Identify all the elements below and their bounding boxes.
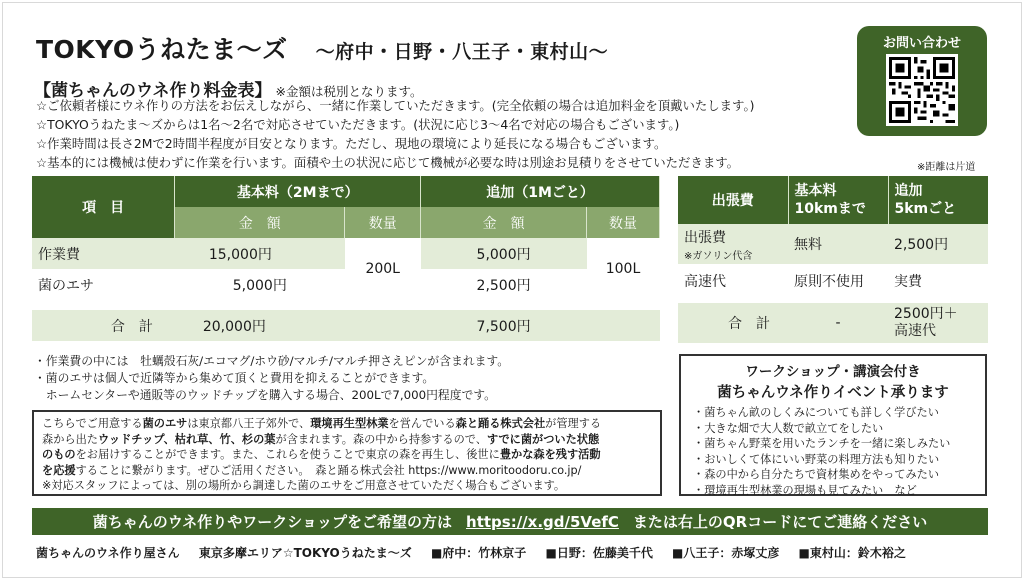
note-line: ☆基本的には機械は使わずに作業を行います。面積や土の状況に応じて機械が必要な時は別途お見積りをさせていただきます。 bbox=[36, 155, 739, 170]
footer-contact: ■府中：竹林京子 bbox=[430, 546, 527, 560]
page-title bbox=[36, 30, 608, 66]
info-text: が含まれます。森の中から持参するので、 bbox=[275, 432, 487, 446]
info-bold: 菌のエサ bbox=[142, 417, 188, 430]
item-header: 項 目 bbox=[32, 176, 175, 238]
list-item: ・環境再生型林業の現場も見てみたい など bbox=[693, 483, 917, 497]
row-basic-amount: 15,000円 bbox=[208, 246, 272, 263]
tax-note: ※金額は税別となります。 bbox=[275, 84, 423, 99]
total-extra: 7,500円 bbox=[476, 318, 531, 335]
info-text: することに繋がります。ぜひご活用ください。 森と踊る株式会社 https://www.moritoodoru.co.jp/ bbox=[75, 463, 582, 477]
list-item: ・大きな畑で大人数で畝立てをしたい bbox=[693, 421, 884, 435]
list-item: ・菌ちゃん野菜を用いたランチを一緒に楽しみたい bbox=[693, 437, 951, 450]
extra-amount-header: 金 額 bbox=[421, 207, 587, 238]
total-row bbox=[678, 303, 988, 343]
row-extra-qty: 100L bbox=[587, 238, 660, 300]
info-bold: のもの bbox=[42, 448, 76, 461]
gasoline-note: ※ガソリン代含 bbox=[684, 250, 753, 262]
fee-note-line: ・菌のエサは個人で近隣等から集めて頂くと費用を抑えることができます。 bbox=[34, 371, 435, 385]
price-list-title: 【菌ちゃんのウネ作り料金表】 bbox=[34, 81, 272, 101]
travel-fee-label: 出張費 bbox=[684, 229, 726, 246]
fee-note-line: ・作業費の中には 牡蠣殻石灰/エコマグ/ホウ砂/マルチ/マルチ押さえピンが含まれます。 bbox=[34, 354, 510, 368]
note-line: ☆作業時間は長さ2Mで2時間半程度が目安となります。ただし、現地の環境により延長になる場合もございます。 bbox=[36, 136, 667, 151]
footer-contact: ■日野：佐藤美千代 bbox=[545, 546, 653, 560]
info-bold: ウッドチップ、枯れ草、竹、杉の葉 bbox=[97, 432, 276, 446]
basic-header: 基本料（2Mまで） bbox=[175, 176, 421, 207]
list-item: ・森の中から自分たちで資材集めをやってみたい bbox=[693, 468, 940, 481]
extra-qty-header: 数量 bbox=[587, 207, 660, 238]
material-info-box bbox=[32, 410, 662, 496]
contact-qr-box[interactable] bbox=[857, 26, 987, 136]
distance-note: ※距離は片道 bbox=[917, 162, 976, 173]
fee-note-line: ホームセンターや通販等のウッドチップを購入する場合、200Lで7,000円程度です。 bbox=[34, 388, 496, 402]
travel-row-basic: 無料 bbox=[794, 237, 822, 253]
info-bold: 森と踊る株式会社 bbox=[455, 417, 546, 430]
travel-basic-header: 基本料 10kmまで bbox=[788, 176, 888, 224]
footer-team: 東京多摩エリア☆TOKYOうねたま〜ズ bbox=[198, 546, 412, 560]
info-bold: すでに菌がついた状態 bbox=[486, 432, 600, 446]
basic-amount-header: 金 額 bbox=[175, 207, 345, 238]
row-basic-qty: 200L bbox=[345, 238, 421, 300]
notes-list bbox=[36, 96, 755, 172]
travel-row-extra: 2,500円 bbox=[894, 237, 949, 253]
table-row bbox=[32, 238, 660, 269]
travel-fee-table bbox=[678, 176, 988, 343]
highway-basic: 原則不使用 bbox=[794, 274, 864, 290]
workshop-subtitle: 菌ちゃんウネ作りイベント承ります bbox=[717, 385, 949, 401]
list-item: ・菌ちゃん畝のしくみについても詳しく学びたい bbox=[693, 406, 939, 419]
highway-label: 高速代 bbox=[684, 274, 726, 290]
info-bold: 豊かな森を残す活動 bbox=[499, 448, 601, 461]
footer-contact: ■東村山：鈴木裕之 bbox=[798, 546, 906, 560]
info-bold: 環境再生型林業 bbox=[310, 417, 389, 430]
highway-extra: 実費 bbox=[894, 274, 922, 290]
travel-row-label bbox=[678, 224, 788, 264]
info-text: をお届けすることができます。また、これらを使うことで東京の森を再生し、後世に bbox=[75, 448, 500, 461]
info-text: が管理する bbox=[545, 417, 602, 430]
fee-notes bbox=[34, 353, 509, 404]
info-bold: を応援 bbox=[42, 463, 76, 477]
contact-banner bbox=[32, 508, 988, 535]
total-label: 合 計 bbox=[110, 318, 153, 335]
table-row bbox=[678, 224, 988, 264]
info-text: こちらでご用意する bbox=[42, 417, 143, 430]
workshop-list bbox=[693, 405, 985, 498]
info-text: は東京都八王子郊外で、 bbox=[187, 417, 311, 430]
info-text: 森から出た bbox=[42, 432, 98, 446]
footer-org: 菌ちゃんのウネ作り屋さん bbox=[36, 546, 180, 560]
travel-extra-header: 追加 5kmごと bbox=[888, 176, 988, 224]
contact-link[interactable]: https://x.gd/5VefC bbox=[466, 512, 619, 531]
total-basic: 20,000円 bbox=[202, 318, 266, 335]
qr-code-icon[interactable] bbox=[886, 54, 958, 126]
row-extra-amount: 5,000円 bbox=[476, 246, 531, 263]
row-item: 作業費 bbox=[38, 246, 80, 263]
footer-contact: ■八王子：赤塚丈彦 bbox=[672, 546, 780, 560]
total-row bbox=[32, 310, 660, 341]
info-note: ※対応スタッフによっては、別の場所から調達した菌のエサをご用意させていただく場合もございます。 bbox=[42, 479, 566, 492]
contact-label: お問い合わせ bbox=[882, 36, 961, 51]
workshop-title: ワークショップ・講演会付き bbox=[745, 364, 921, 380]
note-line: ☆TOKYOうねたま〜ズからは1名〜2名で対応させていただきます。(状況に応じ3〜4名で対応の場合もございます。) bbox=[36, 117, 680, 132]
workshop-box bbox=[679, 354, 987, 496]
banner-text: 菌ちゃんのウネ作りやワークショップをご希望の方は bbox=[92, 513, 453, 531]
travel-total-label: 合 計 bbox=[728, 316, 770, 332]
travel-header: 出張費 bbox=[678, 176, 788, 224]
list-item: ・おいしくて体にいい野菜の料理方法も知りたい bbox=[693, 452, 940, 466]
info-text: を営んでいる bbox=[388, 417, 456, 430]
row-item: 菌のエサ bbox=[38, 277, 94, 294]
row-basic-amount: 5,000円 bbox=[232, 277, 287, 294]
footer bbox=[36, 544, 920, 561]
table-row bbox=[678, 264, 988, 298]
basic-qty-header: 数量 bbox=[345, 207, 421, 238]
row-extra-amount: 2,500円 bbox=[476, 277, 531, 294]
extra-header: 追加（1Mごと） bbox=[421, 176, 660, 207]
travel-total-basic: - bbox=[835, 315, 841, 331]
travel-total-extra: 2500円＋ 高速代 bbox=[894, 306, 958, 339]
price-table bbox=[32, 176, 660, 341]
title-area: 〜府中・日野・八王子・東村山〜 bbox=[315, 41, 609, 63]
banner-text: または右上のQRコードにてご連絡ください bbox=[632, 513, 928, 531]
title-text: TOKYOうねたま〜ズ bbox=[36, 35, 288, 64]
note-line: ☆ご依頼者様にウネ作りの方法をお伝えしながら、一緒に作業していただきます。(完全依頼の場合は追加料金を頂戴いたします。) bbox=[36, 98, 755, 113]
